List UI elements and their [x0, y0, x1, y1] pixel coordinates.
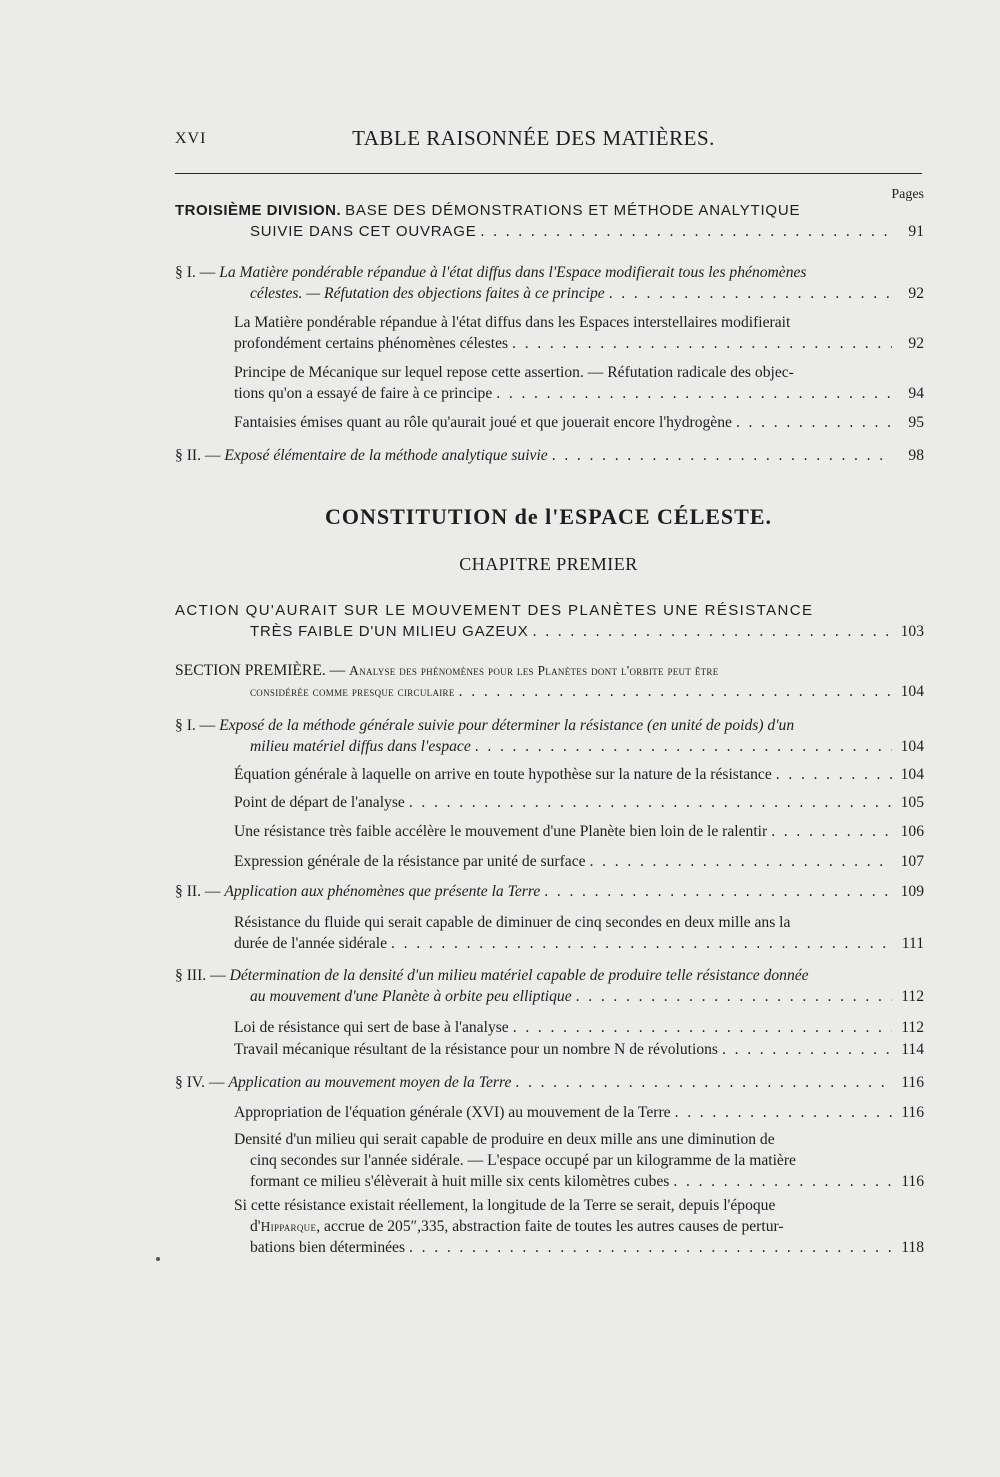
toc-entry [234, 1129, 924, 1192]
entry-text: Application aux phénomènes que présente la Terre [224, 883, 541, 900]
page-number: 111 [901, 935, 924, 952]
page-number: 106 [900, 823, 924, 840]
page-number: 92 [908, 285, 924, 302]
page-number: 116 [901, 1074, 924, 1091]
page-number: 91 [908, 223, 924, 240]
header-rule [175, 173, 922, 174]
toc-entry-c1 [175, 715, 924, 757]
page-number: 103 [900, 623, 924, 640]
toc-entry-section-premiere [175, 660, 924, 702]
entry-text: Travail mécanique résultant de la résistance pour un nombre N de révolutions [234, 1041, 718, 1058]
toc-entry [234, 851, 924, 872]
toc-entry [234, 792, 924, 813]
leader-dots [544, 881, 892, 902]
section-label: SECTION PREMIÈRE. — [175, 662, 346, 679]
entry-text: Expression générale de la résistance par unité de surface [234, 853, 586, 870]
entry-text-cont: , accrue de 205″,335, abstraction faite de toutes les autres causes de pertur- [316, 1218, 784, 1235]
leader-dots [736, 412, 892, 433]
leader-dots [391, 933, 892, 954]
section-title: Analyse des phénomènes pour les Planètes dont l'orbite peut être [349, 663, 719, 678]
toc-entry [234, 1102, 924, 1123]
leader-dots [512, 333, 892, 354]
page-number: 116 [901, 1104, 924, 1121]
entry-text: Équation générale à laquelle on arrive en toute hypothèse sur la nature de la résistance [234, 766, 772, 783]
toc-entry-troisieme-division [175, 200, 924, 242]
page-header [175, 118, 892, 150]
entry-text: Point de départ de l'analyse [234, 794, 405, 811]
entry-text-cont: célestes. — Réfutation des objections faites à ce principe [250, 285, 605, 302]
leader-dots [409, 792, 892, 813]
entry-text-cont: milieu matériel diffus dans l'espace [250, 738, 471, 755]
leader-dots [776, 764, 892, 785]
entry-text: Détermination de la densité d'un milieu matériel capable de produire telle résistance donnée [229, 967, 809, 984]
division-title: BASE DES DÉMONSTRATIONS ET MÉTHODE ANALYTIQUE [345, 202, 801, 219]
entry-text-cont: durée de l'année sidérale [234, 935, 388, 952]
page-number: 112 [901, 1019, 924, 1036]
page-number: 104 [900, 683, 924, 700]
toc-entry [234, 764, 924, 785]
entry-text-cont: cinq secondes sur l'année sidérale. — L'espace occupé par un kilogramme de la matière [250, 1152, 796, 1169]
entry-text: La Matière pondérable répandue à l'état diffus dans l'Espace modifierait tous les phénomènes [219, 264, 807, 281]
page-number: 114 [901, 1041, 924, 1058]
person-name: Hipparque [260, 1219, 317, 1234]
toc-entry-s1 [175, 262, 924, 304]
toc-entry [234, 1195, 924, 1258]
section-mark: § II. — [175, 447, 221, 464]
entry-text-cont: bations bien déterminées [250, 1239, 406, 1256]
leader-dots [459, 681, 892, 702]
entry-text: Densité d'un milieu qui serait capable de produire en deux mille ans une diminution de [234, 1131, 775, 1148]
page-number: 118 [901, 1239, 924, 1256]
page-number: 94 [908, 385, 924, 402]
part-title: CONSTITUTION de l'ESPACE CÉLESTE. [324, 504, 773, 529]
leader-dots [675, 1102, 892, 1123]
chapter-title-cont: TRÈS FAIBLE D'UN MILIEU GAZEUX [250, 623, 529, 640]
section-title-cont: considérée comme presque circulaire [250, 684, 455, 699]
entry-text: Résistance du fluide qui serait capable de diminuer de cinq secondes en deux mille ans la [234, 914, 791, 931]
page-number: 92 [908, 335, 924, 352]
entry-text: Appropriation de l'équation générale (XVI) au mouvement de la Terre [234, 1104, 671, 1121]
leader-dots [533, 621, 892, 642]
section-mark: § III. — [175, 967, 226, 984]
section-mark: § II. — [175, 883, 221, 900]
toc-entry [234, 912, 924, 954]
entry-text: La Matière pondérable répandue à l'état diffus dans les Espaces interstellaires modifierait [234, 314, 791, 331]
division-title-cont: SUIVIE DANS CET OUVRAGE [250, 223, 477, 240]
page-number: 116 [901, 1173, 924, 1190]
entry-text: Loi de résistance qui sert de base à l'analyse [234, 1019, 509, 1036]
toc-entry [234, 412, 924, 433]
chapter-title: ACTION QU'AURAIT SUR LE MOUVEMENT DES PLANÈTES UNE RÉSISTANCE [175, 602, 814, 619]
entry-text: Si cette résistance existait réellement, la longitude de la Terre se serait, depuis l'époque [234, 1197, 776, 1214]
leader-dots [496, 383, 892, 404]
toc-entry [234, 312, 924, 354]
chapter-heading: CHAPITRE PREMIER [459, 554, 638, 574]
leader-dots [513, 1017, 892, 1038]
entry-text-cont: au mouvement d'une Planète à orbite peu elliptique [250, 988, 572, 1005]
leader-dots [576, 986, 892, 1007]
toc-entry [234, 821, 924, 842]
leader-dots [609, 283, 892, 304]
page-number: 107 [900, 853, 924, 870]
section-mark: § I. — [175, 717, 216, 734]
toc-entry-c2 [175, 881, 924, 902]
page-number: 112 [901, 988, 924, 1005]
running-title: TABLE RAISONNÉE DES MATIÈRES. [352, 126, 715, 150]
toc-entry-c4 [175, 1072, 924, 1093]
leader-dots [481, 221, 892, 242]
entry-text-cont: profondément certains phénomènes célestes [234, 335, 509, 352]
toc-entry-chapter-title [175, 600, 924, 642]
leader-dots [590, 851, 892, 872]
leader-dots [722, 1039, 892, 1060]
toc-entry [234, 1017, 924, 1038]
section-mark: § IV. — [175, 1074, 225, 1091]
toc-entry-c3 [175, 965, 924, 1007]
pages-column-label: Pages [891, 187, 924, 202]
toc-entry-s2 [175, 445, 924, 466]
entry-text: Principe de Mécanique sur lequel repose cette assertion. — Réfutation radicale des objec- [234, 364, 794, 381]
leader-dots [552, 445, 892, 466]
leader-dots [673, 1171, 892, 1192]
section-mark: § I. — [175, 264, 216, 281]
division-label: TROISIÈME DIVISION. [175, 202, 342, 219]
toc-entry [234, 362, 924, 404]
entry-text: Une résistance très faible accélère le mouvement d'une Planète bien loin de le ralentir [234, 823, 768, 840]
folio-number: XVI [175, 130, 207, 147]
print-speck [156, 1257, 160, 1261]
page-number: 104 [900, 766, 924, 783]
page-number: 95 [908, 414, 924, 431]
entry-text-cont: d' [250, 1218, 261, 1235]
page-number: 98 [908, 447, 924, 464]
entry-text: Exposé de la méthode générale suivie pour déterminer la résistance (en unité de poids) d'un [219, 717, 795, 734]
entry-text: Exposé élémentaire de la méthode analytique suivie [224, 447, 548, 464]
entry-text-cont: tions qu'on a essayé de faire à ce principe [234, 385, 493, 402]
leader-dots [515, 1072, 892, 1093]
entry-text: Fantaisies émises quant au rôle qu'aurait joué et que jouerait encore l'hydrogène [234, 414, 732, 431]
page-number: 109 [900, 883, 924, 900]
leader-dots [409, 1237, 892, 1258]
toc-entry [234, 1039, 924, 1060]
entry-text: Application au mouvement moyen de la Terre [228, 1074, 512, 1091]
entry-text-cont: formant ce milieu s'élèverait à huit mille six cents kilomètres cubes [250, 1173, 670, 1190]
leader-dots [475, 736, 892, 757]
leader-dots [771, 821, 892, 842]
page-number: 105 [900, 794, 924, 811]
page-number: 104 [900, 738, 924, 755]
